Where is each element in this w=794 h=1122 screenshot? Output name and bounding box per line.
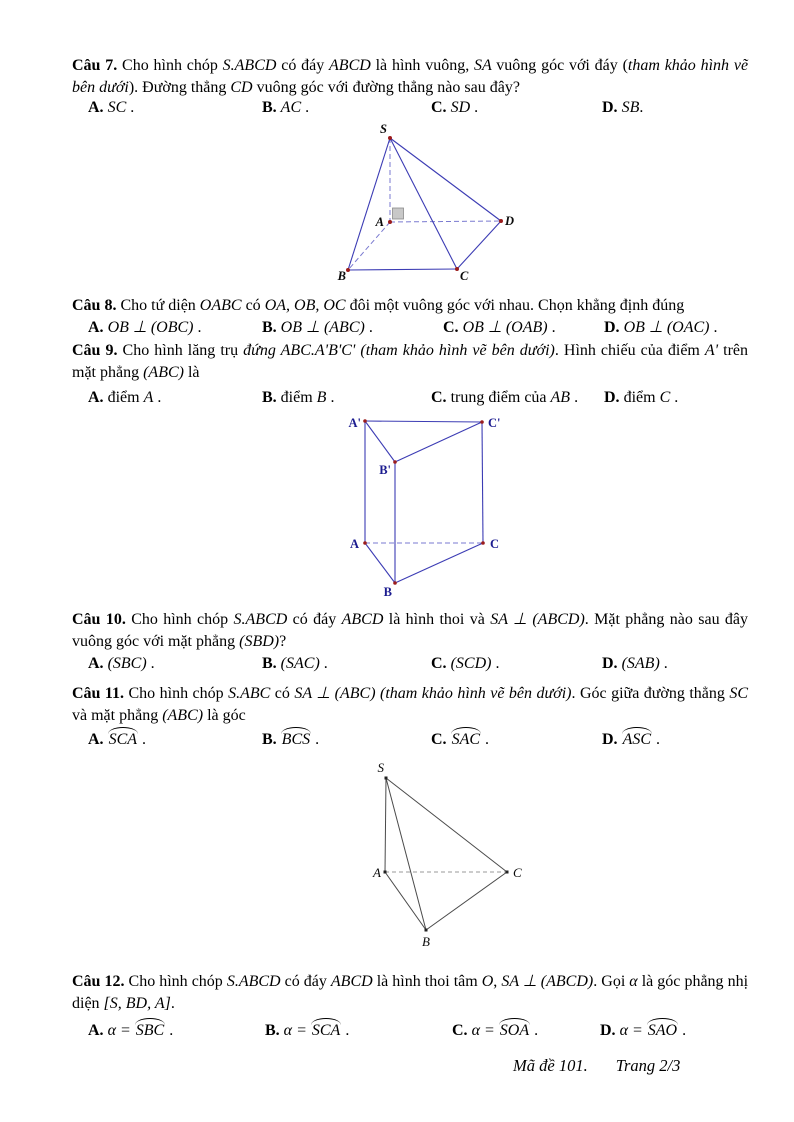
option-letter: C.: [443, 319, 459, 336]
question-10-options: [0, 655, 794, 681]
option-post: .: [138, 731, 147, 748]
option-letter: A.: [88, 99, 104, 116]
vertex-label-a: A: [373, 865, 381, 880]
option-b: [265, 1022, 349, 1040]
option-letter: A.: [88, 1022, 104, 1039]
math-segment: (ABC): [143, 363, 188, 381]
option-letter: D.: [602, 731, 618, 748]
option-letter: A.: [88, 731, 104, 748]
option-c: [431, 389, 578, 407]
question-8: [72, 295, 748, 317]
math-segment: (ABC): [162, 706, 208, 724]
option-b: [262, 317, 373, 337]
vertex-label-b: B: [422, 934, 430, 949]
option-letter: D.: [602, 655, 618, 672]
math-segment: S.ABCD: [222, 57, 282, 74]
text-segment: có đáy: [281, 57, 330, 74]
vertex-dot-s: [385, 777, 388, 780]
option-letter: B.: [262, 731, 277, 748]
text-segment: là góc phẳng nhị diện: [72, 973, 749, 1012]
text-segment: Cho hình lăng trụ: [122, 342, 244, 359]
math-segment: SA ⊥ (ABCD): [490, 611, 585, 628]
option-a: [88, 655, 155, 673]
option-math: B: [316, 389, 327, 406]
text-segment: Cho hình chóp: [122, 57, 223, 74]
vertex-dot-a: [384, 871, 387, 874]
option-math: AC: [280, 99, 302, 116]
option-math: (SAC): [280, 655, 320, 672]
option-math: SC: [107, 99, 127, 116]
edge-bp-cp: [395, 422, 482, 462]
edge-s-b: [348, 138, 390, 270]
option-c: [431, 655, 499, 673]
option-post: .: [364, 319, 373, 336]
question-11-number: Câu 11.: [72, 685, 125, 702]
edge-ap-bp: [365, 421, 395, 462]
question-12: [72, 971, 748, 1014]
option-a: [88, 389, 161, 407]
option-math: AB: [550, 389, 571, 406]
option-a: [88, 1022, 173, 1040]
option-math: A: [143, 389, 154, 406]
text-segment: đôi một vuông góc với nhau. Chọn khẳng định đúng: [349, 297, 685, 314]
edge-a-d: [390, 221, 501, 222]
option-letter: C.: [431, 655, 447, 672]
text-segment: .: [170, 994, 175, 1012]
option-post: .: [709, 319, 718, 336]
text-segment: Cho hình chóp: [128, 973, 227, 990]
math-segment: đứng ABC.A'B'C' (tham khảo hình vẽ bên dưới): [243, 342, 555, 359]
option-letter: D.: [602, 99, 618, 116]
text-segment: . Mặt phẳng nào sau đây vuông góc với mặt phẳng: [72, 611, 749, 650]
option-math: OB ⊥ (OAB): [462, 319, 548, 336]
math-segment: S.ABC: [228, 685, 275, 702]
option-letter: B.: [262, 319, 277, 336]
text-segment: ,: [493, 973, 502, 990]
figure-pyramid-sabcd: [325, 118, 525, 290]
edge-c-cp: [482, 422, 483, 543]
vertex-dot-b: [425, 929, 428, 932]
math-segment: ABCD: [341, 611, 389, 628]
option-post: .: [470, 99, 479, 116]
option-post: .: [126, 99, 135, 116]
edge-a-b: [365, 543, 395, 583]
option-post: .: [193, 319, 202, 336]
note-segment: tham khảo hình vẽ bên dưới: [72, 57, 749, 96]
text-segment: là: [187, 363, 200, 381]
option-b: [262, 99, 309, 117]
text-segment: là hình thoi và: [388, 611, 491, 628]
edge-b-c: [395, 543, 483, 583]
option-d: [602, 731, 660, 749]
option-pre: điểm: [623, 389, 660, 406]
option-pre: điểm: [107, 389, 144, 406]
option-angle: SAC: [451, 731, 481, 748]
option-post: .: [146, 655, 155, 672]
option-post: .: [301, 99, 310, 116]
option-post: .: [311, 731, 320, 748]
text-segment: có đáy: [292, 611, 342, 628]
option-math: (SBC): [107, 655, 147, 672]
text-segment: là góc: [207, 706, 246, 724]
option-post: .: [491, 655, 500, 672]
figure-pyramid-sabc: [338, 755, 538, 951]
question-7: [72, 55, 748, 98]
option-math: OB ⊥ (ABC): [280, 319, 365, 336]
option-post: .: [481, 731, 490, 748]
text-segment: có đáy: [284, 973, 331, 990]
vertex-dot-c: [481, 541, 485, 545]
question-12-number: Câu 12.: [72, 973, 125, 990]
option-post: .: [530, 1022, 539, 1039]
edge-b-c: [426, 872, 507, 930]
option-post: .: [678, 1022, 687, 1039]
option-c: [452, 1022, 538, 1040]
math-segment: ABCD: [330, 973, 377, 990]
option-post: .: [547, 319, 556, 336]
question-12-options: [0, 1022, 794, 1048]
option-a: [88, 99, 134, 117]
option-math: OB ⊥ (OAC): [623, 319, 710, 336]
vertex-dot-ap: [363, 419, 367, 423]
text-segment: vuông góc với đáy (: [496, 57, 628, 74]
option-angle: SCA: [108, 731, 138, 748]
question-11-options: [0, 731, 794, 757]
option-angle: ASC: [622, 731, 652, 748]
text-segment: . Góc giữa đường thẳng: [571, 685, 730, 702]
question-10-number: Câu 10.: [72, 611, 126, 628]
option-d: [600, 1022, 686, 1040]
question-10: [72, 609, 748, 652]
vertex-dot-c: [455, 267, 459, 271]
option-d: [602, 655, 668, 673]
option-pre: α =: [619, 1022, 647, 1039]
text-segment: có: [245, 297, 265, 314]
option-c: [443, 317, 556, 337]
text-segment: ). Đường thẳng: [128, 78, 231, 96]
exam-code: Mã đề 101.: [513, 1056, 588, 1075]
option-letter: C.: [431, 389, 447, 406]
vertex-label-s: S: [377, 760, 384, 775]
option-math: (SCD): [450, 655, 492, 672]
option-d: [604, 317, 717, 337]
option-post: .: [652, 731, 661, 748]
vertex-label-s: S: [380, 122, 387, 136]
text-segment: Cho hình chóp: [131, 611, 234, 628]
option-angle: SBC: [135, 1022, 165, 1039]
option-d: [602, 99, 643, 117]
vertex-label-d: D: [505, 214, 515, 228]
option-c: [431, 731, 489, 749]
edge-a-b: [348, 222, 390, 270]
option-post: .: [639, 99, 644, 116]
option-post: .: [659, 655, 668, 672]
edge-c-d: [457, 221, 501, 269]
option-b: [262, 655, 328, 673]
option-math: OB ⊥ (OBC): [107, 319, 194, 336]
vertex-label-b: B: [337, 269, 346, 283]
math-segment: ABCD: [329, 57, 376, 74]
text-segment: ?: [279, 632, 287, 650]
option-letter: A.: [88, 319, 104, 336]
vertex-dot-b: [346, 268, 350, 272]
option-math: (SAB): [621, 655, 660, 672]
figure-prism-abc: [328, 410, 508, 602]
text-segment: . Hình chiếu của điểm: [554, 342, 705, 359]
option-pre: α =: [283, 1022, 311, 1039]
option-d: [604, 389, 678, 407]
edge-s-b: [386, 778, 426, 930]
vertex-label-b: B: [383, 585, 392, 599]
text-segment: . Gọi: [593, 973, 630, 990]
option-letter: D.: [604, 389, 620, 406]
math-segment: S.ABCD: [226, 973, 285, 990]
option-b: [262, 389, 334, 407]
text-segment: Cho tứ diện: [120, 297, 200, 314]
option-post: .: [326, 389, 335, 406]
option-post: .: [165, 1022, 174, 1039]
vertex-dot-s: [388, 136, 392, 140]
text-segment: và mặt phẳng: [72, 706, 163, 724]
edge-s-d: [390, 138, 501, 221]
question-7-number: Câu 7.: [72, 57, 118, 74]
vertex-label-c: C: [460, 269, 469, 283]
edge-s-c: [386, 778, 507, 872]
vertex-label-ap: A': [348, 416, 361, 430]
option-letter: A.: [88, 655, 104, 672]
option-letter: D.: [600, 1022, 616, 1039]
text-segment: có: [274, 685, 295, 702]
math-segment: (SBD): [239, 632, 280, 650]
math-segment: A': [704, 342, 724, 359]
question-8-number: Câu 8.: [72, 297, 117, 314]
math-segment: SA: [474, 57, 497, 74]
option-post: .: [153, 389, 162, 406]
math-segment: SA ⊥ (ABC) (tham khảo hình vẽ bên dưới): [294, 685, 572, 702]
option-math: SB: [621, 99, 640, 116]
page-number: Trang 2/3: [615, 1056, 681, 1075]
option-math: SD: [450, 99, 471, 116]
option-math: C: [659, 389, 671, 406]
vertex-dot-a: [363, 541, 367, 545]
vertex-label-cp: C': [488, 416, 501, 430]
math-segment: SC: [729, 685, 749, 702]
vertex-label-c: C: [490, 537, 500, 551]
option-angle: SCA: [311, 1022, 341, 1039]
edge-a-b: [385, 872, 426, 930]
math-segment: OA, OB, OC: [264, 297, 350, 314]
option-a: [88, 731, 146, 749]
edge-ap-cp: [365, 421, 482, 422]
math-segment: α: [629, 973, 642, 990]
option-letter: B.: [262, 99, 277, 116]
edge-s-a: [385, 778, 386, 872]
option-letter: C.: [431, 99, 447, 116]
math-segment: S.ABCD: [233, 611, 293, 628]
option-b: [262, 731, 319, 749]
vertex-dot-b: [393, 581, 397, 585]
option-letter: C.: [452, 1022, 468, 1039]
text-segment: trên mặt phẳng: [72, 342, 749, 381]
option-post: .: [341, 1022, 350, 1039]
option-c: [431, 99, 478, 117]
edge-s-c: [390, 138, 457, 269]
option-pre: trung điểm của: [450, 389, 551, 406]
question-11: [72, 683, 748, 726]
question-9-number: Câu 9.: [72, 342, 118, 359]
question-9: [72, 340, 748, 383]
vertex-dot-cp: [480, 420, 484, 424]
option-letter: B.: [262, 655, 277, 672]
vertex-dot-a: [388, 220, 392, 224]
option-a: [88, 317, 201, 337]
vertex-label-a: A: [349, 537, 359, 551]
option-letter: D.: [604, 319, 620, 336]
right-angle-marker: [393, 208, 404, 219]
math-segment: CD: [230, 78, 257, 96]
option-letter: C.: [431, 731, 447, 748]
text-segment: là hình thoi tâm: [376, 973, 482, 990]
option-post: .: [319, 655, 328, 672]
option-post: .: [570, 389, 579, 406]
option-angle: BCS: [281, 731, 311, 748]
edge-b-c: [348, 269, 457, 270]
vertex-dot-c: [506, 871, 509, 874]
option-pre: α =: [107, 1022, 135, 1039]
option-angle: SOA: [499, 1022, 530, 1039]
math-segment: OABC: [199, 297, 246, 314]
text-segment: là hình vuông,: [375, 57, 474, 74]
option-letter: B.: [265, 1022, 280, 1039]
option-letter: B.: [262, 389, 277, 406]
option-pre: điểm: [280, 389, 317, 406]
text-segment: Cho hình chóp: [128, 685, 229, 702]
vertex-label-bp: B': [379, 463, 391, 477]
vertex-label-c: C: [513, 865, 522, 880]
text-segment: vuông góc với đường thẳng nào sau đây?: [256, 78, 520, 96]
vertex-dot-d: [499, 219, 503, 223]
page-footer: [513, 1056, 680, 1076]
option-angle: SAO: [647, 1022, 678, 1039]
option-pre: α =: [471, 1022, 499, 1039]
math-segment: O: [481, 973, 494, 990]
math-segment: SA ⊥ (ABCD): [501, 973, 594, 990]
option-post: .: [670, 389, 679, 406]
math-segment: [S, BD, A]: [103, 994, 171, 1012]
vertex-dot-bp: [393, 460, 397, 464]
vertex-label-a: A: [375, 215, 384, 229]
option-letter: A.: [88, 389, 104, 406]
